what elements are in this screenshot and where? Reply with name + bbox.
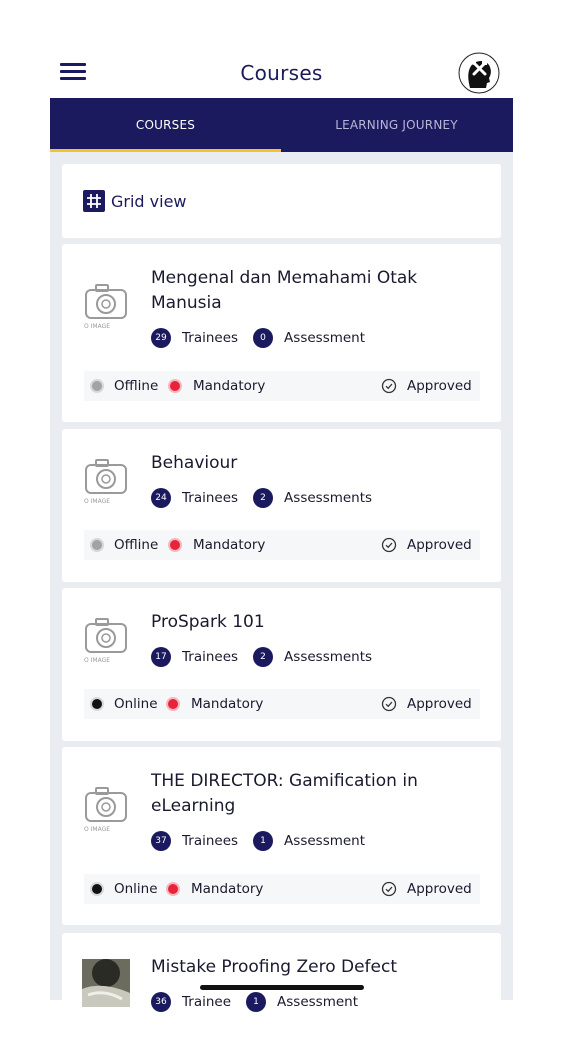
course-title: Mengenal dan Memahami Otak Manusia [151,268,418,313]
no-image-text: O IMAGE [84,323,111,330]
trainees-label: Trainees [182,833,239,849]
grid-view-toggle[interactable] [62,164,501,238]
course-title: THE DIRECTOR: Gamification in eLearning [151,771,418,816]
tab-bar [50,98,513,152]
offline-dot-icon [90,538,104,552]
no-image-camera-icon [82,457,130,509]
no-image-camera-icon [82,616,130,668]
requirement-label: Mandatory [191,696,264,712]
requirement-label: Mandatory [193,378,266,394]
approved-check-icon [381,696,397,712]
assessment-label: Assessment [284,330,366,346]
home-indicator[interactable] [200,985,364,990]
trainees-count-badge: 37 [151,831,171,851]
status-label: Approved [407,537,472,553]
online-dot-icon [90,697,104,711]
course-stats [151,992,358,1012]
assessment-count-badge: 0 [253,328,273,348]
mandatory-dot-icon [168,379,182,393]
course-status-row [84,371,480,401]
course-card[interactable] [62,933,501,1053]
no-image-text: O IMAGE [84,826,111,833]
assessment-count-badge: 2 [253,488,273,508]
page-title: Courses [240,61,323,85]
mode-label: Offline [114,537,159,553]
course-card[interactable] [62,429,501,582]
profile-avatar[interactable] [458,52,500,94]
course-status-row [84,689,480,719]
course-list[interactable] [50,152,513,1010]
approved-check-icon [381,881,397,897]
grid-view-label: Grid view [111,192,187,211]
offline-dot-icon [90,379,104,393]
course-title: ProSpark 101 [151,612,265,632]
trainees-label: Trainee [182,994,232,1010]
tab-learning-journey[interactable]: LEARNING JOURNEY [335,118,458,132]
course-photo-thumbnail [82,959,130,1007]
assessment-label: Assessments [284,490,373,506]
app-header [0,0,563,98]
mandatory-dot-icon [166,882,180,896]
status-label: Approved [407,881,472,897]
no-image-camera-icon [82,785,130,837]
no-image-text: O IMAGE [84,657,111,664]
approved-check-icon [381,378,397,394]
mandatory-dot-icon [168,538,182,552]
status-label: Approved [407,378,472,394]
trainees-count-badge: 24 [151,488,171,508]
course-stats [151,647,372,667]
assessment-count-badge: 1 [246,992,266,1012]
trainees-label: Trainees [182,330,239,346]
course-stats [151,328,365,348]
mandatory-dot-icon [166,697,180,711]
trainees-label: Trainees [182,649,239,665]
course-status-row [84,530,480,560]
course-card[interactable] [62,588,501,741]
no-image-camera-icon [82,282,130,334]
mode-label: Online [114,881,158,897]
course-status-row [84,874,480,904]
mode-label: Offline [114,378,159,394]
assessment-label: Assessment [284,833,366,849]
course-card[interactable] [62,747,501,925]
grid-icon [83,190,105,212]
trainees-count-badge: 36 [151,992,171,1012]
assessment-count-badge: 1 [253,831,273,851]
tab-courses[interactable]: COURSES [135,118,196,132]
mode-label: Online [114,696,158,712]
requirement-label: Mandatory [193,537,266,553]
online-dot-icon [90,882,104,896]
no-image-text: O IMAGE [84,498,111,505]
approved-check-icon [381,537,397,553]
course-stats [151,831,365,851]
requirement-label: Mandatory [191,881,264,897]
trainees-label: Trainees [182,490,239,506]
trainees-count-badge: 17 [151,647,171,667]
course-title: Behaviour [151,453,238,473]
assessment-count-badge: 2 [253,647,273,667]
course-stats [151,488,372,508]
course-card[interactable] [62,244,501,422]
trainees-count-badge: 29 [151,328,171,348]
assessment-label: Assessment [277,994,358,1010]
assessment-label: Assessments [284,649,373,665]
status-label: Approved [407,696,472,712]
course-title: Mistake Proofing Zero Defect [151,957,398,977]
avatar-head-tools-icon [458,52,500,94]
